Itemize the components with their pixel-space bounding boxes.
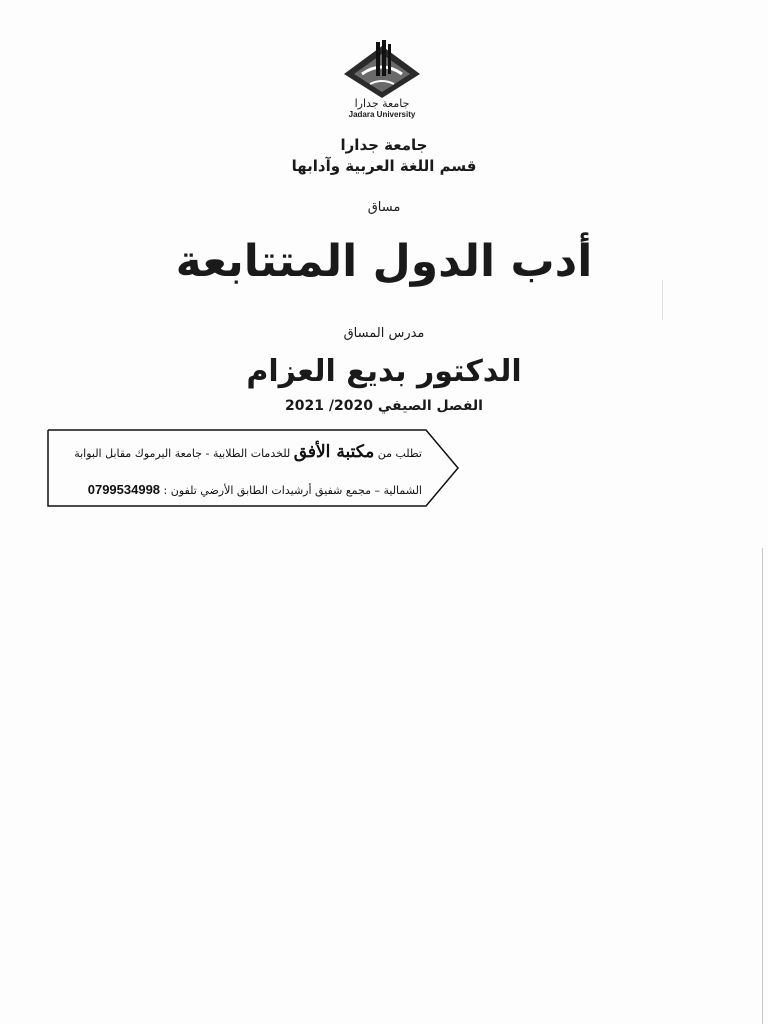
shop-name: مكتبة الأفق xyxy=(293,442,375,462)
logo-arabic-text: جامعة جدارا xyxy=(354,97,410,110)
phone-number: 0799534998 xyxy=(87,482,161,497)
course-label: مساق xyxy=(367,200,401,215)
notice-address: الشمالية – مجمع شفيق أرشيدات الطابق الأرضي تلفون : xyxy=(163,484,422,497)
notice-suffix: للخدمات الطلابية - جامعة اليرموك مقابل البوابة xyxy=(74,447,291,460)
logo-english-text: Jadara University xyxy=(348,110,416,119)
course-title: أدب الدول المتتابعة xyxy=(175,236,593,287)
instructor-label: مدرس المساق xyxy=(343,326,425,341)
university-logo xyxy=(340,40,424,122)
notice-line-1 xyxy=(74,442,422,462)
notice-line-2 xyxy=(88,482,422,497)
department-name: قسم اللغة العربية وآدابها xyxy=(291,157,477,175)
bookshop-notice-box xyxy=(46,428,462,508)
jadara-logo-icon xyxy=(340,40,424,102)
notice-prefix: تطلب من xyxy=(377,447,422,460)
semester-text: الفصل الصيفي 2020/ 2021 xyxy=(285,398,483,414)
university-name: جامعة جدارا xyxy=(340,136,428,154)
instructor-name: الدكتور بديع العزام xyxy=(246,354,522,389)
scan-artifact-line xyxy=(762,548,763,1024)
